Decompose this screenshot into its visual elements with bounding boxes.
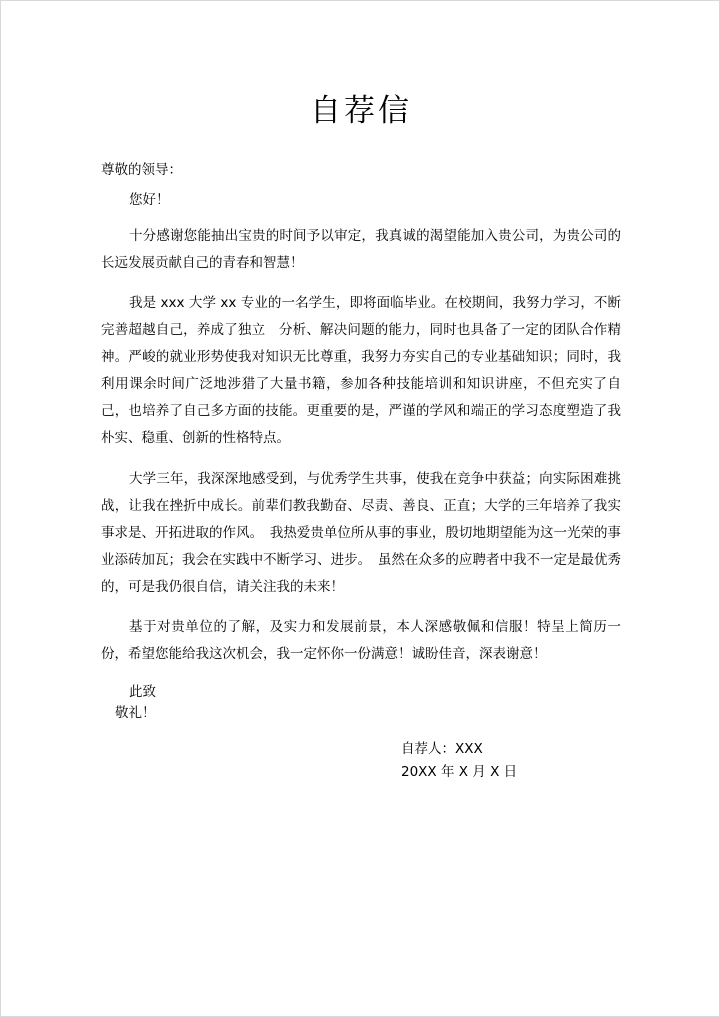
document-body [101,1,621,784]
closing-line-1: 此致 [129,683,156,700]
paragraph-1: 十分感谢您能抽出宝贵的时间予以审定，我真诚的渴望能加入贵公司，为贵公司的长远发展贡献自己的青春和智慧！ [101,227,621,271]
paragraph-4: 基于对贵单位的了解，及实力和发展前景，本人深感敬佩和信服！特呈上简历一份，希望您能给我这次机会，我一定怀你一份满意！诚盼佳音，深表谢意！ [101,619,621,663]
page-title: 自荐信 [310,93,412,129]
signature-date: 20XX 年 X 月 X 日 [401,763,518,780]
signature-name: 自荐人：XXX [401,740,483,757]
paragraph-2: 我是 xxx 大学 xx 专业的一名学生，即将面临毕业。在校期间，我努力学习，不断完善超越自己，养成了独立 分析、解决问题的能力，同时也具备了一定的团队合作精神。严峻的就业形势使我对知识无比尊重，我努力夯实自己的专业基础知识；同时，我利用课余时间广泛地涉猎了大量书籍，参加各种技能培训和知识讲座，不但充实了自己，也培养了自己多方面的技能。更重要的是，严谨的学风和端正的学习态度塑造了我朴实、稳重、创新的性格特点。 [101,295,621,447]
closing-line-2: 敬礼！ [115,704,156,721]
signature-block [101,738,621,784]
paragraph-3: 大学三年，我深深地感受到，与优秀学生共事，使我在竞争中获益；向实际困难挑战，让我在挫折中成长。前辈们教我勤奋、尽责、善良、正直；大学的三年培养了我实事求是、开拓进取的作风。 我热爱贵单位所从事的事业，殷切地期望能为这一光荣的事业添砖加瓦；我会在实践中不断学习、进步。 虽然在众多的应聘者中我不一定是最优秀的，可是我仍很自信，请关注我的未来！ [101,470,621,595]
salutation: 尊敬的领导： [101,162,182,179]
greeting: 您好！ [129,192,170,209]
